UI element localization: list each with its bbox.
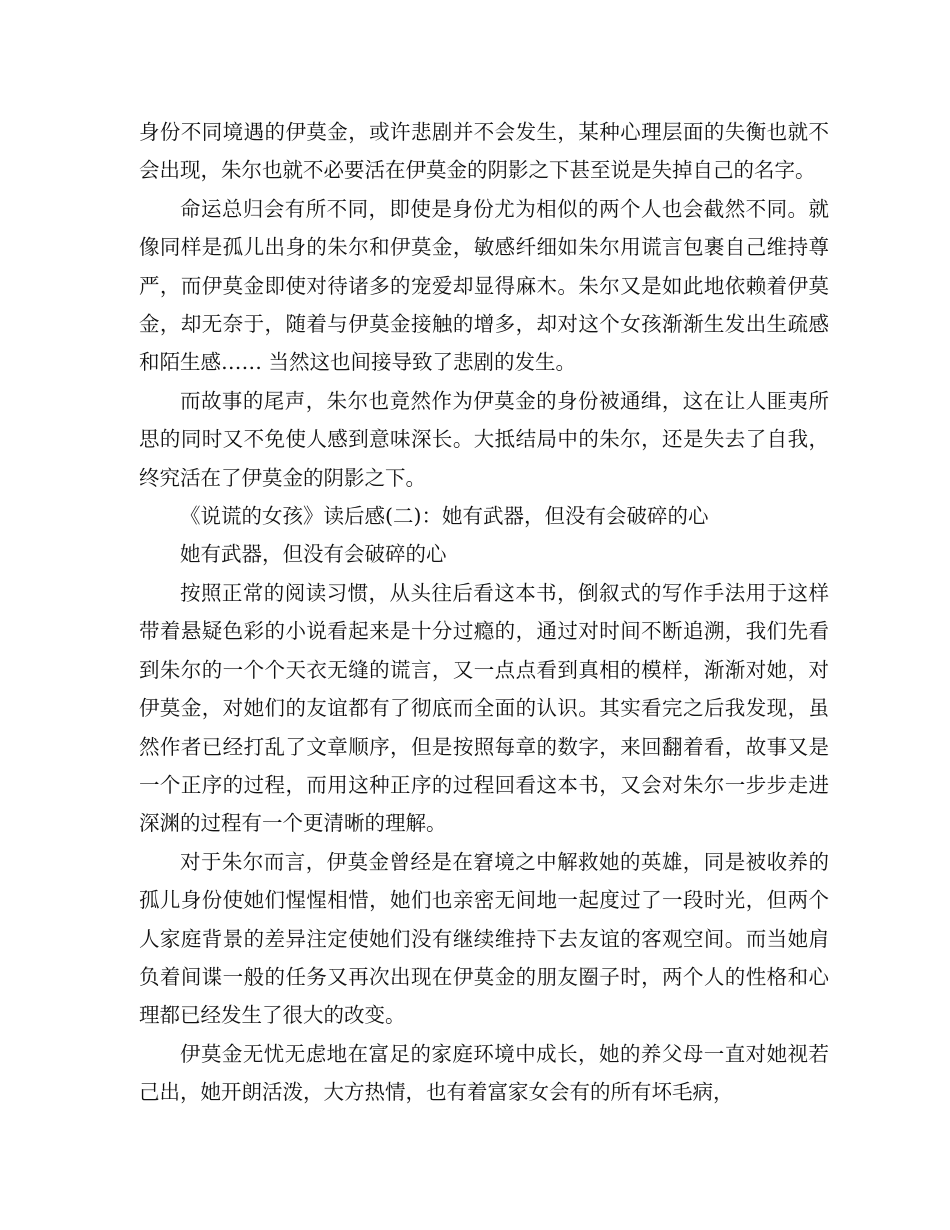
paragraph-body-4: 按照正常的阅读习惯，从头往后看这本书，倒叙式的写作手法用于这样带着悬疑色彩的小说看起来是十分过瘾的，通过对时间不断追溯，我们先看到朱尔的一个个天衣无缝的谎言，又一点点看到真相的模样，渐渐对她，对伊莫金，对她们的友谊都有了彻底而全面的认识。其实看完之后我发现，虽然作者已经打乱了文章顺序，但是按照每章的数字，来回翻着看，故事又是一个正序的过程，而用这种正序的过程回看这本书，又会对朱尔一步步走进深渊的过程有一个更清晰的理解。 bbox=[139, 580, 829, 836]
section-heading: 《说谎的女孩》读后感(二)：她有武器，但没有会破碎的心 bbox=[180, 504, 709, 529]
section-subheading: 她有武器，但没有会破碎的心 bbox=[180, 542, 447, 567]
paragraph-body-3: 而故事的尾声，朱尔也竟然作为伊莫金的身份被通缉，这在让人匪夷所思的同时又不免使人感到意味深长。大抵结局中的朱尔，还是失去了自我，终究活在了伊莫金的阴影之下。 bbox=[139, 388, 829, 490]
paragraph-body-2: 命运总归会有所不同，即使是身份尤为相似的两个人也会截然不同。就像同样是孤儿出身的朱尔和伊莫金，敏感纤细如朱尔用谎言包裹自己维持尊严，而伊莫金即使对待诸多的宠爱却显得麻木。朱尔又是如此地依赖着伊莫金，却无奈于，随着与伊莫金接触的增多，却对这个女孩渐渐生发出生疏感和陌生感…… 当然这也间接导致了悲剧的发生。 bbox=[139, 196, 829, 375]
paragraph-body-6: 伊莫金无忧无虑地在富足的家庭环境中成长，她的养父母一直对她视若己出，她开朗活泼，大方热情，也有着富家女会有的所有坏毛病， bbox=[139, 1041, 829, 1105]
document-body bbox=[139, 113, 829, 1112]
paragraph-body-1: 身份不同境遇的伊莫金，或许悲剧并不会发生，某种心理层面的失衡也就不会出现，朱尔也就不必要活在伊莫金的阴影之下甚至说是失掉自己的名字。 bbox=[139, 120, 829, 183]
paragraph-body-5: 对于朱尔而言，伊莫金曾经是在窘境之中解救她的英雄，同是被收养的孤儿身份使她们惺惺相惜，她们也亲密无间地一起度过了一段时光，但两个人家庭背景的差异注定使她们没有继续维持下去友谊的客观空间。而当她肩负着间谍一般的任务又再次出现在伊莫金的朋友圈子时，两个人的性格和心理都已经发生了很大的改变。 bbox=[139, 849, 829, 1028]
